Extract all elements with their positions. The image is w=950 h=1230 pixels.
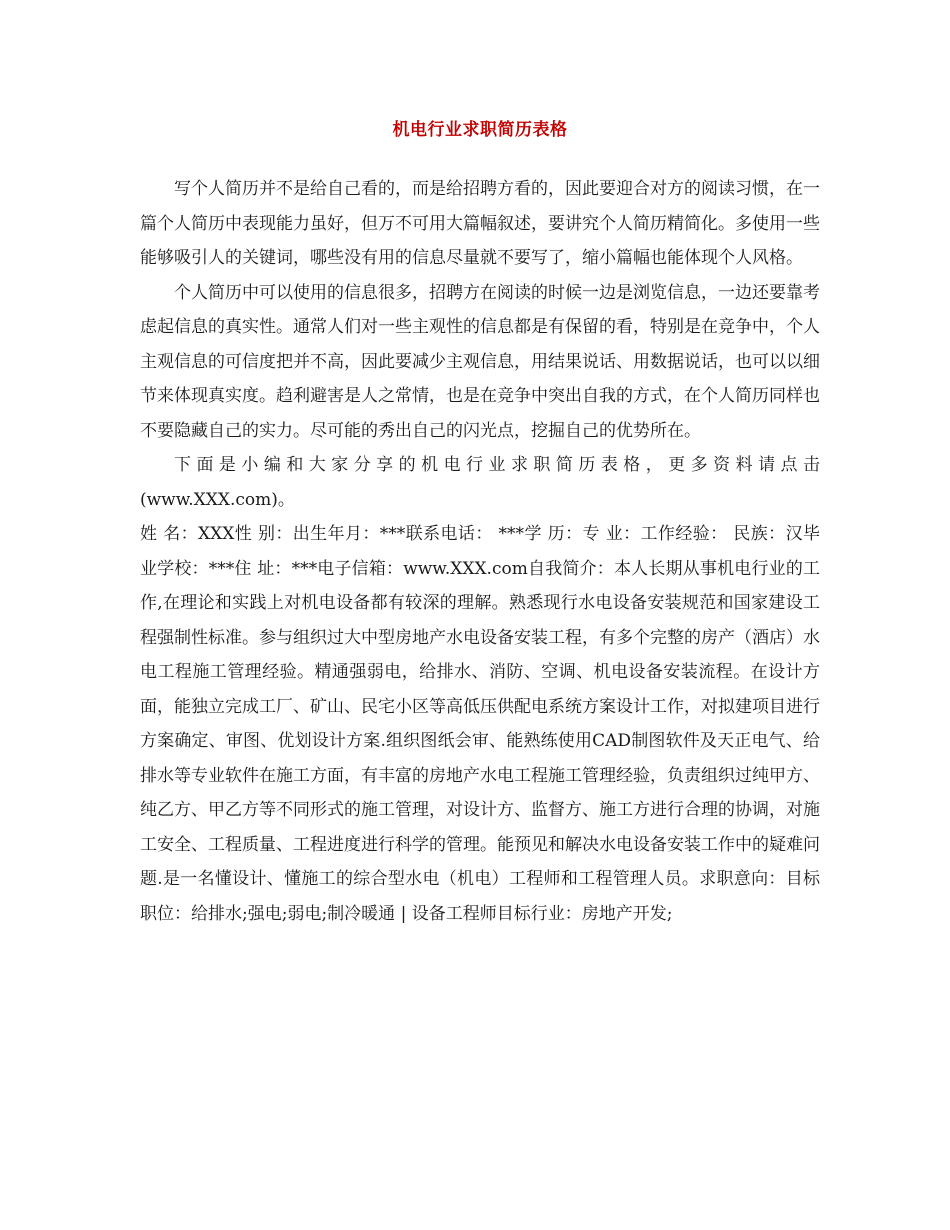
body-paragraph-1: 写个人简历并不是给自己看的，而是给招聘方看的，因此要迎合对方的阅读习惯，在一篇个人简历中表现能力虽好，但万不可用大篇幅叙述，要讲究个人简历精简化。多使用一些能够吸引人的关键词，哪些没有用的信息尽量就不要写了，缩小篇幅也能体现个人风格。 <box>140 179 820 268</box>
share-link: (www.XXX.com)。 <box>140 489 295 510</box>
page-title: 机电行业求职简历表格 <box>392 120 568 140</box>
body-paragraph-2: 个人简历中可以使用的信息很多，招聘方在阅读的时候一边是浏览信息，一边还要靠考虑起信息的真实性。通常人们对一些主观性的信息都是有保留的看，特别是在竞争中，个人主观信息的可信度把并不高，因此要减少主观信息，用结果说话、用数据说话，也可以以细节来体现真实度。趋利避害是人之常情，也是在竞争中突出自我的方式，在个人简历同样也不要隐藏自己的实力。尽可能的秀出自己的闪光点，挖掘自己的优势所在。 <box>140 282 820 441</box>
resume-details: 姓 名：XXX性 别：出生年月：***联系电话： ***学 历：专 业：工作经验： 民族：汉毕业学校：***住 址：***电子信箱：www.XXX.com自我简介：本人长期从事机电行业的工作,在理论和实践上对机电设备都有较深的理解。熟悉现行水电设备安装规范和国家建设工程强制性标准。参与组织过大中型房地产水电设备安装工程，有多个完整的房产（酒店）水电工程施工管理经验。精通强弱电，给排水、消防、空调、机电设备安装流程。在设计方面，能独立完成工厂、矿山、民宅小区等高低压供配电系统方案设计工作，对拟建项目进行方案确定、审图、优划设计方案.组织图纸会审、能熟练使用CAD制图软件及天正电气、给排水等专业软件在施工方面，有丰富的房地产水电工程施工管理经验，负责组织过纯甲方、纯乙方、甲乙方等不同形式的施工管理，对设计方、监督方、施工方进行合理的协调，对施工安全、工程质量、工程进度进行科学的管理。能预见和解决水电设备安装工作中的疑难问题.是一名懂设计、懂施工的综合型水电（机电）工程师和工程管理人员。求职意向：目标职位：给排水;强电;弱电;制冷暖通 | 设备工程师目标行业：房地产开发; <box>140 524 820 924</box>
share-intro: 下面是小编和大家分享的机电行业求职简历表格，更多资料请点击 <box>174 455 820 475</box>
document-page <box>140 118 820 931</box>
